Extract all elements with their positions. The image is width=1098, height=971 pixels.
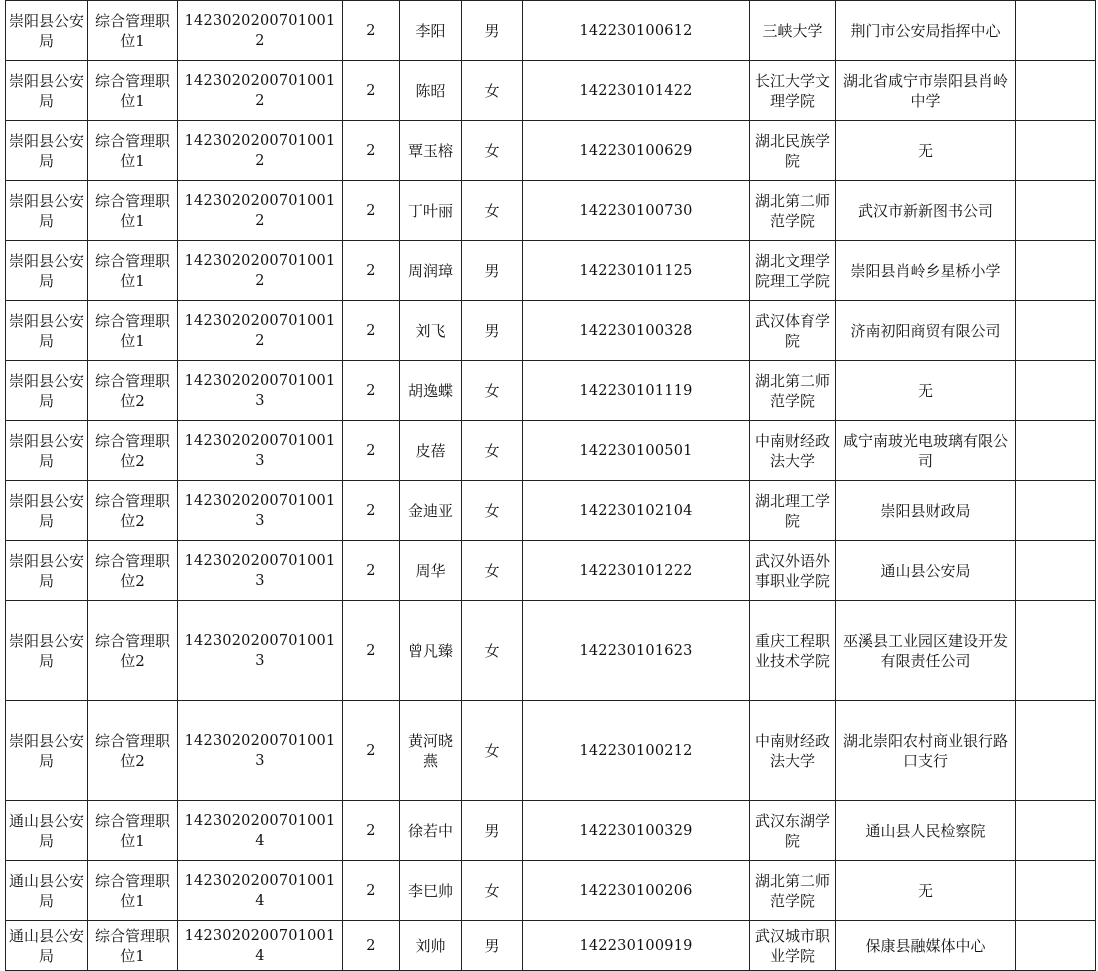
school-cell: 武汉城市职业学院 — [750, 921, 836, 971]
quota-cell: 2 — [343, 361, 400, 421]
note-cell — [1016, 1, 1096, 61]
name-cell: 刘帅 — [400, 921, 462, 971]
note-cell — [1016, 861, 1096, 921]
note-cell — [1016, 541, 1096, 601]
name-cell: 李阳 — [400, 1, 462, 61]
position-code-cell: 14230202007010013 — [178, 481, 343, 541]
position-code-cell: 14230202007010013 — [178, 361, 343, 421]
ticket-number-cell: 142230100501 — [523, 421, 750, 481]
unit-cell: 崇阳县公安局 — [6, 601, 88, 701]
unit-cell: 崇阳县公安局 — [6, 701, 88, 801]
gender-cell: 女 — [462, 481, 523, 541]
ticket-number-cell: 142230100730 — [523, 181, 750, 241]
gender-cell: 男 — [462, 301, 523, 361]
position-cell: 综合管理职位1 — [88, 861, 178, 921]
position-cell: 综合管理职位2 — [88, 541, 178, 601]
unit-cell: 崇阳县公安局 — [6, 361, 88, 421]
ticket-number-cell: 142230100328 — [523, 301, 750, 361]
position-code-cell: 14230202007010012 — [178, 61, 343, 121]
unit-cell: 崇阳县公安局 — [6, 481, 88, 541]
school-cell: 武汉东湖学院 — [750, 801, 836, 861]
position-cell: 综合管理职位1 — [88, 241, 178, 301]
position-code-cell: 14230202007010013 — [178, 701, 343, 801]
workplace-cell: 湖北省咸宁市崇阳县肖岭中学 — [836, 61, 1016, 121]
position-code-cell: 14230202007010012 — [178, 241, 343, 301]
workplace-cell: 荆门市公安局指挥中心 — [836, 1, 1016, 61]
note-cell — [1016, 181, 1096, 241]
unit-cell: 崇阳县公安局 — [6, 301, 88, 361]
position-cell: 综合管理职位2 — [88, 601, 178, 701]
quota-cell: 2 — [343, 861, 400, 921]
position-code-cell: 14230202007010014 — [178, 801, 343, 861]
unit-cell: 崇阳县公安局 — [6, 241, 88, 301]
note-cell — [1016, 241, 1096, 301]
unit-cell: 通山县公安局 — [6, 861, 88, 921]
gender-cell: 女 — [462, 541, 523, 601]
position-cell: 综合管理职位2 — [88, 421, 178, 481]
table-row — [6, 701, 1096, 801]
unit-cell: 崇阳县公安局 — [6, 1, 88, 61]
table-row — [6, 421, 1096, 481]
gender-cell: 女 — [462, 61, 523, 121]
workplace-cell: 湖北崇阳农村商业银行路口支行 — [836, 701, 1016, 801]
school-cell: 重庆工程职业技术学院 — [750, 601, 836, 701]
table-row — [6, 921, 1096, 971]
position-code-cell: 14230202007010012 — [178, 121, 343, 181]
note-cell — [1016, 421, 1096, 481]
ticket-number-cell: 142230100612 — [523, 1, 750, 61]
gender-cell: 男 — [462, 1, 523, 61]
quota-cell: 2 — [343, 601, 400, 701]
school-cell: 中南财经政法大学 — [750, 701, 836, 801]
position-code-cell: 14230202007010014 — [178, 921, 343, 971]
position-cell: 综合管理职位2 — [88, 361, 178, 421]
name-cell: 胡逸蝶 — [400, 361, 462, 421]
name-cell: 陈昭 — [400, 61, 462, 121]
table-row — [6, 1, 1096, 61]
school-cell: 三峡大学 — [750, 1, 836, 61]
gender-cell: 男 — [462, 241, 523, 301]
school-cell: 武汉外语外事职业学院 — [750, 541, 836, 601]
school-cell: 湖北第二师范学院 — [750, 181, 836, 241]
quota-cell: 2 — [343, 801, 400, 861]
position-cell: 综合管理职位1 — [88, 1, 178, 61]
quota-cell: 2 — [343, 421, 400, 481]
school-cell: 湖北民族学院 — [750, 121, 836, 181]
position-code-cell: 14230202007010014 — [178, 861, 343, 921]
name-cell: 丁叶丽 — [400, 181, 462, 241]
name-cell: 周润璋 — [400, 241, 462, 301]
table-row — [6, 861, 1096, 921]
quota-cell: 2 — [343, 701, 400, 801]
quota-cell: 2 — [343, 61, 400, 121]
gender-cell: 男 — [462, 801, 523, 861]
table-row — [6, 361, 1096, 421]
ticket-number-cell: 142230101119 — [523, 361, 750, 421]
ticket-number-cell: 142230100206 — [523, 861, 750, 921]
quota-cell: 2 — [343, 1, 400, 61]
gender-cell: 女 — [462, 361, 523, 421]
position-code-cell: 14230202007010013 — [178, 541, 343, 601]
ticket-number-cell: 142230100629 — [523, 121, 750, 181]
workplace-cell: 无 — [836, 121, 1016, 181]
position-cell: 综合管理职位2 — [88, 481, 178, 541]
note-cell — [1016, 61, 1096, 121]
school-cell: 湖北第二师范学院 — [750, 361, 836, 421]
table-row — [6, 481, 1096, 541]
quota-cell: 2 — [343, 921, 400, 971]
name-cell: 周华 — [400, 541, 462, 601]
workplace-cell: 通山县人民检察院 — [836, 801, 1016, 861]
school-cell: 湖北理工学院 — [750, 481, 836, 541]
workplace-cell: 无 — [836, 861, 1016, 921]
table-row — [6, 181, 1096, 241]
ticket-number-cell: 142230102104 — [523, 481, 750, 541]
ticket-number-cell: 142230101422 — [523, 61, 750, 121]
workplace-cell: 咸宁南玻光电玻璃有限公司 — [836, 421, 1016, 481]
gender-cell: 女 — [462, 701, 523, 801]
position-code-cell: 14230202007010012 — [178, 181, 343, 241]
note-cell — [1016, 801, 1096, 861]
position-code-cell: 14230202007010012 — [178, 301, 343, 361]
unit-cell: 通山县公安局 — [6, 801, 88, 861]
ticket-number-cell: 142230100329 — [523, 801, 750, 861]
unit-cell: 崇阳县公安局 — [6, 181, 88, 241]
table-body — [6, 1, 1096, 971]
table-row — [6, 61, 1096, 121]
quota-cell: 2 — [343, 181, 400, 241]
note-cell — [1016, 601, 1096, 701]
workplace-cell: 武汉市新新图书公司 — [836, 181, 1016, 241]
name-cell: 皮蓓 — [400, 421, 462, 481]
position-code-cell: 14230202007010013 — [178, 421, 343, 481]
workplace-cell: 济南初阳商贸有限公司 — [836, 301, 1016, 361]
ticket-number-cell: 142230101125 — [523, 241, 750, 301]
position-cell: 综合管理职位1 — [88, 301, 178, 361]
unit-cell: 崇阳县公安局 — [6, 541, 88, 601]
table-row — [6, 601, 1096, 701]
table-row — [6, 541, 1096, 601]
workplace-cell: 通山县公安局 — [836, 541, 1016, 601]
unit-cell: 崇阳县公安局 — [6, 421, 88, 481]
quota-cell: 2 — [343, 481, 400, 541]
gender-cell: 女 — [462, 861, 523, 921]
quota-cell: 2 — [343, 301, 400, 361]
position-cell: 综合管理职位1 — [88, 801, 178, 861]
name-cell: 金迪亚 — [400, 481, 462, 541]
name-cell: 徐若中 — [400, 801, 462, 861]
position-code-cell: 14230202007010013 — [178, 601, 343, 701]
position-cell: 综合管理职位1 — [88, 181, 178, 241]
name-cell: 覃玉榕 — [400, 121, 462, 181]
unit-cell: 崇阳县公安局 — [6, 121, 88, 181]
table-row — [6, 801, 1096, 861]
gender-cell: 女 — [462, 121, 523, 181]
workplace-cell: 保康县融媒体中心 — [836, 921, 1016, 971]
name-cell: 曾凡臻 — [400, 601, 462, 701]
note-cell — [1016, 921, 1096, 971]
candidate-table — [5, 0, 1096, 971]
note-cell — [1016, 701, 1096, 801]
name-cell: 李巳帅 — [400, 861, 462, 921]
quota-cell: 2 — [343, 241, 400, 301]
unit-cell: 崇阳县公安局 — [6, 61, 88, 121]
ticket-number-cell: 142230100919 — [523, 921, 750, 971]
position-cell: 综合管理职位1 — [88, 921, 178, 971]
note-cell — [1016, 121, 1096, 181]
table-row — [6, 241, 1096, 301]
quota-cell: 2 — [343, 541, 400, 601]
gender-cell: 男 — [462, 921, 523, 971]
name-cell: 黄河晓燕 — [400, 701, 462, 801]
school-cell: 长江大学文理学院 — [750, 61, 836, 121]
school-cell: 湖北文理学院理工学院 — [750, 241, 836, 301]
school-cell: 湖北第二师范学院 — [750, 861, 836, 921]
note-cell — [1016, 361, 1096, 421]
school-cell: 武汉体育学院 — [750, 301, 836, 361]
position-cell: 综合管理职位1 — [88, 61, 178, 121]
note-cell — [1016, 301, 1096, 361]
position-cell: 综合管理职位1 — [88, 121, 178, 181]
gender-cell: 女 — [462, 421, 523, 481]
table-row — [6, 121, 1096, 181]
ticket-number-cell: 142230101222 — [523, 541, 750, 601]
ticket-number-cell: 142230100212 — [523, 701, 750, 801]
unit-cell: 通山县公安局 — [6, 921, 88, 971]
workplace-cell: 巫溪县工业园区建设开发有限责任公司 — [836, 601, 1016, 701]
name-cell: 刘飞 — [400, 301, 462, 361]
table-row — [6, 301, 1096, 361]
workplace-cell: 无 — [836, 361, 1016, 421]
position-cell: 综合管理职位2 — [88, 701, 178, 801]
position-code-cell: 14230202007010012 — [178, 1, 343, 61]
gender-cell: 女 — [462, 601, 523, 701]
ticket-number-cell: 142230101623 — [523, 601, 750, 701]
quota-cell: 2 — [343, 121, 400, 181]
workplace-cell: 崇阳县肖岭乡星桥小学 — [836, 241, 1016, 301]
note-cell — [1016, 481, 1096, 541]
workplace-cell: 崇阳县财政局 — [836, 481, 1016, 541]
gender-cell: 女 — [462, 181, 523, 241]
school-cell: 中南财经政法大学 — [750, 421, 836, 481]
